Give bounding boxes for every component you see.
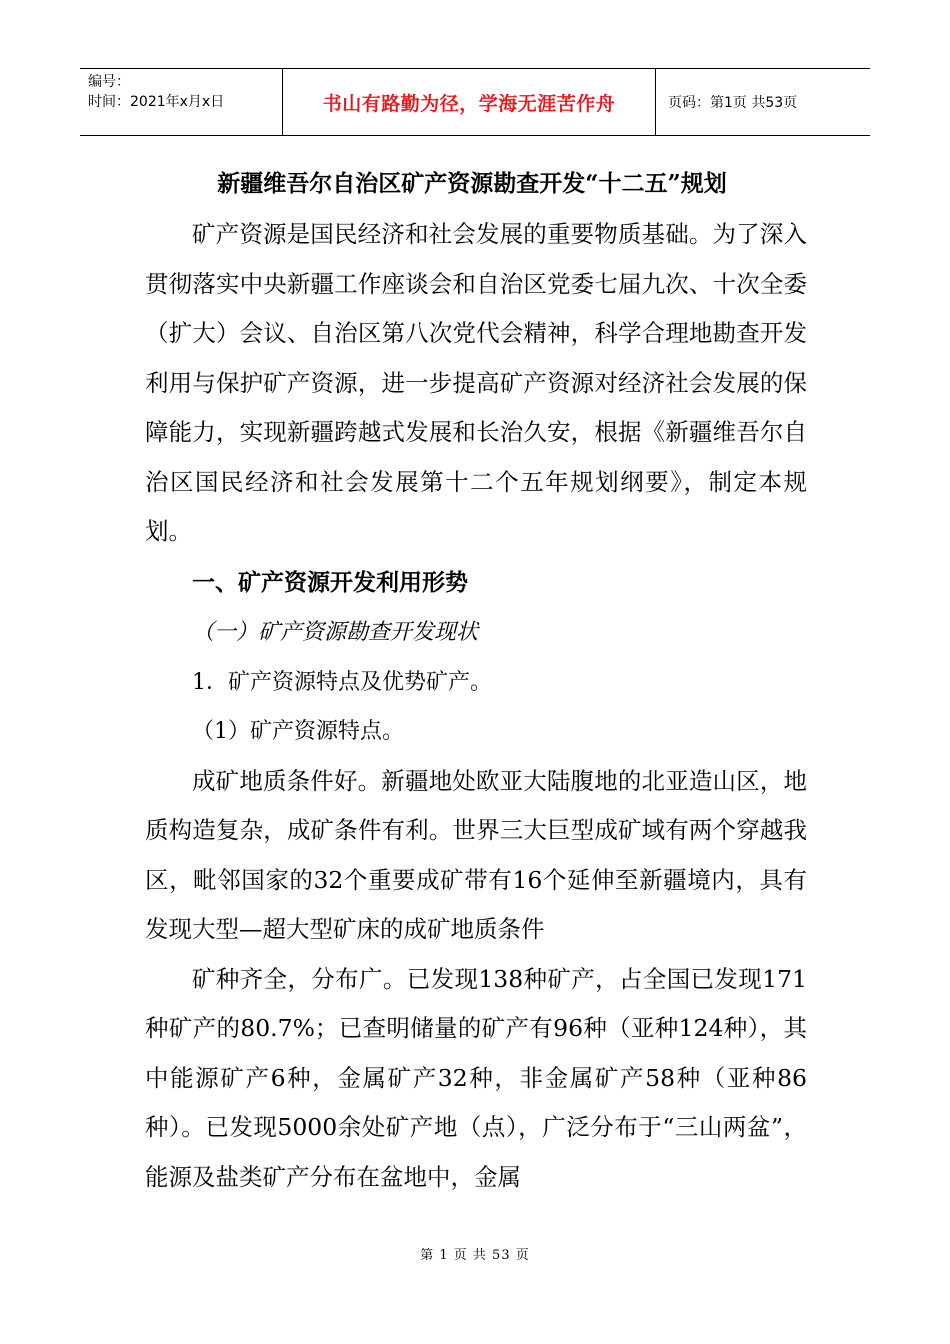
page-footer: 第 1 页 共 53 页 — [420, 1248, 530, 1263]
variety-paragraph: 矿种齐全，分布广。已发现138种矿产，占全国已发现171种矿产的80.7%；已查明储量的矿产有96种（亚种124种），其中能源矿产6种，金属矿产32种，非金属矿产58种（亚种86种）。已发现5000余处矿产地（点），广泛分布于“三山两盆”，能源及盐类矿产分布在盆地中，金属 — [145, 964, 807, 1191]
geology-paragraph: 成矿地质条件好。新疆地处欧亚大陆腹地的北亚造山区，地质构造复杂，成矿条件有利。世界三大巨型成矿域有两个穿越我区，毗邻国家的32个重要成矿带有16个延伸至新疆境内，具有发现大型—超大型矿床的成矿地质条件 — [145, 766, 807, 943]
section-heading: 一、矿产资源开发利用形势 — [192, 569, 468, 596]
intro-paragraph: 矿产资源是国民经济和社会发展的重要物质基础。为了深入贯彻落实中央新疆工作座谈会和自治区党委七届九次、十次全委（扩大）会议、自治区第八次党代会精神，科学合理地勘查开发利用与保护矿产资源，进一步提高矿产资源对经济社会发展的保障能力，实现新疆跨越式发展和长治久安，根据《新疆维吾尔自治区国民经济和社会发展第十二个五年规划纲要》，制定本规划。 — [145, 220, 807, 545]
date-label: 时间：2021年x月x日 — [88, 94, 225, 110]
header-meta — [80, 69, 282, 135]
list-item-heading: 1．矿产资源特点及优势矿产。 — [192, 669, 492, 695]
header-motto: 书山有路勤为径，学海无涯苦作舟 — [282, 69, 656, 135]
header-page-info: 页码：第1页 共53页 — [668, 95, 798, 111]
sub-list-item-heading: （1）矿产资源特点。 — [192, 719, 404, 744]
document-title: 新疆维吾尔自治区矿产资源勘查开发“十二五”规划 — [217, 170, 727, 197]
document-body — [145, 158, 807, 1202]
number-label: 编号： — [88, 74, 130, 90]
document-header — [80, 68, 870, 136]
subsection-heading: （一）矿产资源勘查开发现状 — [192, 620, 479, 645]
